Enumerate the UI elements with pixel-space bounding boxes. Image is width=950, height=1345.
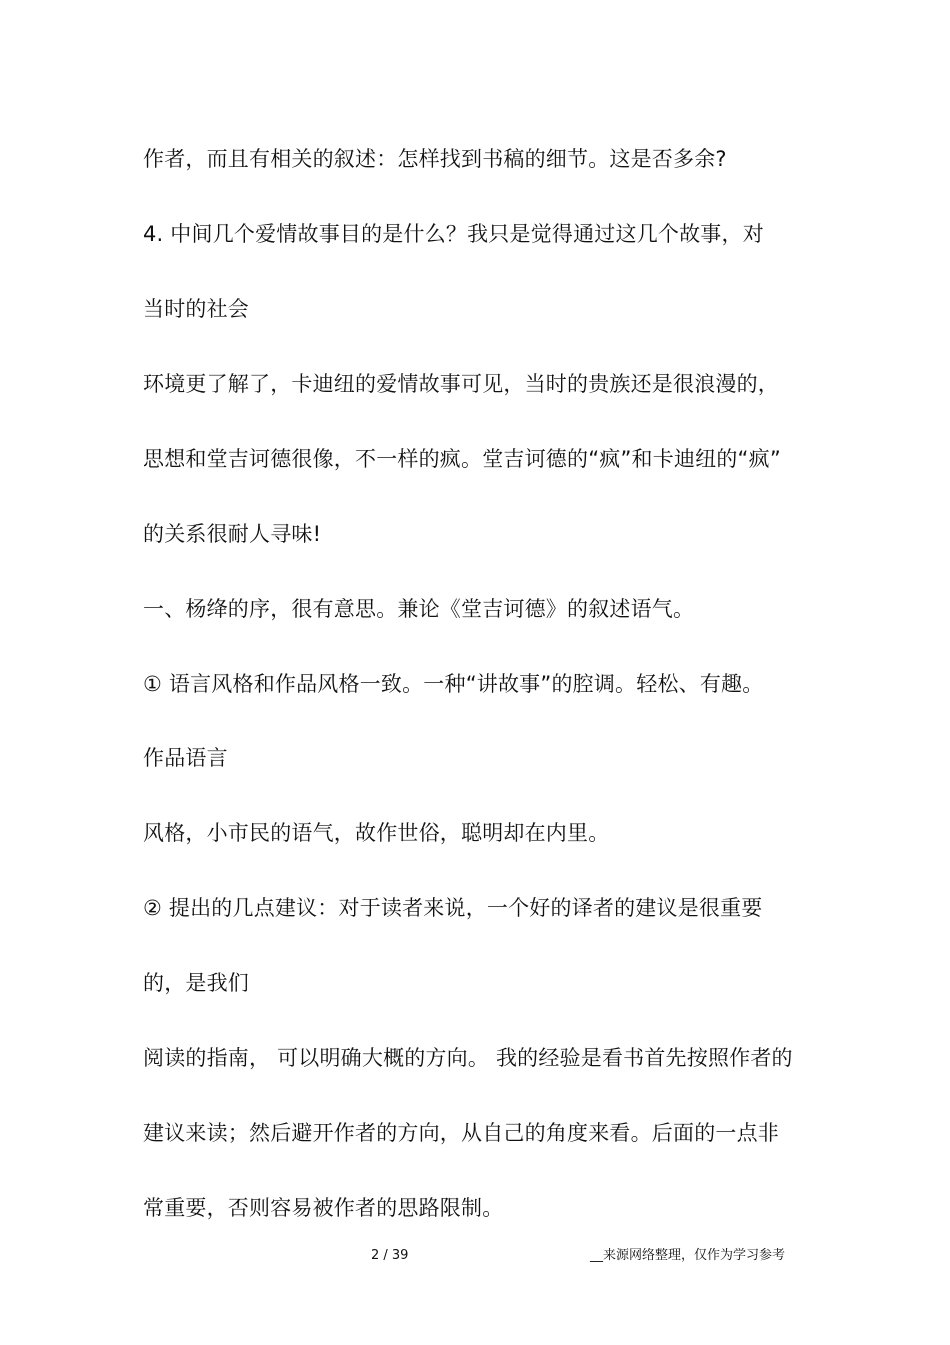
text-line: 阅读的指南， 可以明确大概的方向。 我的经验是看书首先按照作者的 bbox=[143, 1046, 793, 1070]
footer-note: __来源网络整理，仅作为学习参考 bbox=[590, 1248, 786, 1263]
page-number: 2 / 39 bbox=[371, 1248, 409, 1263]
text-line: 风格，小市民的语气，故作世俗，聪明却在内里。 bbox=[143, 821, 610, 845]
text-line: 环境更了解了，卡迪纽的爱情故事可见，当时的贵族还是很浪漫的， bbox=[143, 372, 779, 396]
text-line: ① 语言风格和作品风格一致。一种“讲故事”的腔调。轻松、有趣。 bbox=[143, 672, 764, 696]
text-line: 建议来读；然后避开作者的方向，从自己的角度来看。后面的一点非 bbox=[143, 1121, 779, 1145]
section-heading: 一、杨绛的序，很有意思。兼论《堂吉诃德》的叙述语气。 bbox=[143, 597, 695, 621]
text-line: 作品语言 bbox=[143, 746, 228, 770]
text-line: 4. 中间几个爱情故事目的是什么？我只是觉得通过这几个故事，对 bbox=[143, 222, 764, 246]
text-line: 作者，而且有相关的叙述：怎样找到书稿的细节。这是否多余? bbox=[143, 147, 727, 171]
text-line: 的关系很耐人寻味! bbox=[143, 522, 322, 546]
text-line: ② 提出的几点建议：对于读者来说，一个好的译者的建议是很重要 bbox=[143, 896, 763, 920]
text-line: 的，是我们 bbox=[143, 971, 249, 995]
text-line: 当时的社会 bbox=[143, 297, 249, 321]
text-line: 常重要，否则容易被作者的思路限制。 bbox=[143, 1196, 504, 1220]
text-line: 思想和堂吉诃德很像，不一样的疯。堂吉诃德的“疯”和卡迪纽的“疯” bbox=[143, 447, 781, 471]
